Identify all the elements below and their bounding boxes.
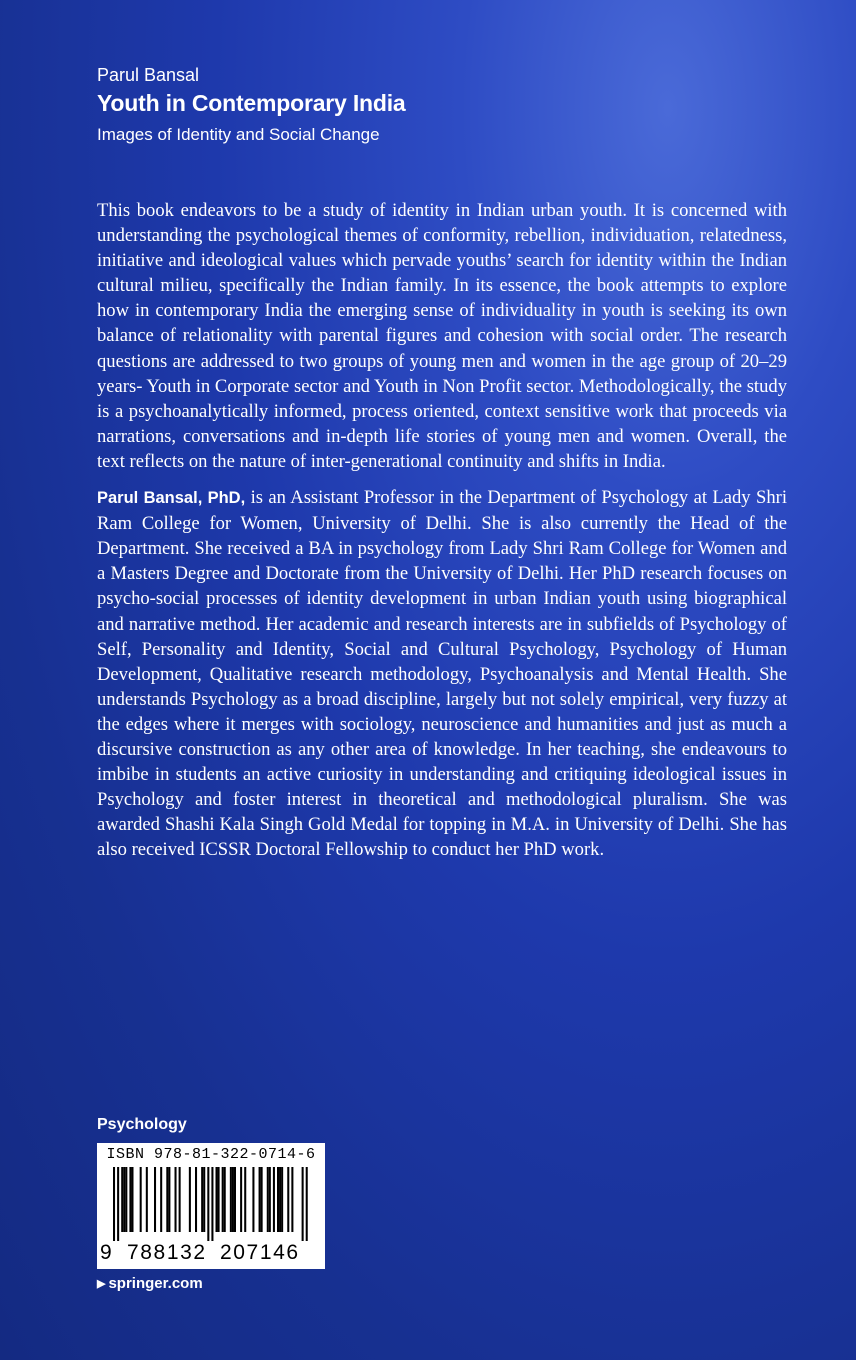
barcode-bar [279,1167,281,1232]
author-name: Parul Bansal [97,65,200,85]
barcode-bar [222,1167,224,1232]
triangle-right-icon: ▶ [97,1278,106,1290]
barcode-bar [277,1167,279,1232]
barcode-bar [189,1167,191,1232]
barcode-bar [291,1167,293,1232]
back-cover-text [97,198,787,862]
author-bio [97,485,787,862]
barcode-bar [224,1167,226,1232]
barcode-bar [117,1167,119,1241]
barcode-bar [234,1167,236,1232]
publisher-site: springer.com [108,1275,203,1292]
bio-text: is an Assistant Professor in the Department of Psychology at Lady Shri Ram College for Women, University of Delhi. She is also currently the Head of the Department. She received a BA in psychology from Lady Shri Ram College for Women and a Masters Degree and Doctorate from the University of Delhi. Her PhD research focuses on psycho-social processes of identity development in urban Indian youth using biographical and narrative method. Her academic and research interests are in subfields of Psychology of Self, Personality and Identity, Social and Cultural Psychology, Psychology of Human Development, Qualitative research methodology, Psychoanalysis and Mental Health. She understands Psychology as a broad discipline, largely but not solely empirical, very fuzzy at the edges where it merges with sociology, neuroscience and humanities and just as much a discursive construction as any other area of knowledge. In her teaching, she endeavours to imbibe in students an active curiosity in understanding and critiquing ideological issues in Psychology and foster interest in theoretical and methodological pluralism. She was awarded Shashi Kala Singh Gold Medal for topping in M.A. in University of Delhi. She has also received ICSSR Doctoral Fellowship to conduct her PhD work. [97,487,787,861]
barcode-bar [179,1167,181,1232]
barcode-bar [140,1167,142,1232]
barcode-bar [287,1167,289,1232]
barcode-bar [146,1167,148,1232]
barcode-bar [267,1167,269,1232]
barcode-bar [302,1167,304,1241]
cover-header [97,64,406,147]
book-subtitle: Images of Identity and Social Change [97,125,380,144]
barcode-bar [240,1167,242,1232]
publisher-link[interactable] [97,1275,203,1292]
isbn-label: ISBN 978-81-322-0714-6 [106,1146,316,1163]
bio-author-name: Parul Bansal, PhD, [97,489,246,508]
book-title: Youth in Contemporary India [97,90,406,116]
subject-category: Psychology [97,1116,187,1133]
book-description: This book endeavors to be a study of identity in Indian urban youth. It is concerned with understanding the psychological themes of conformity, rebellion, individuation, relatedness, initiative and ideological values which pervade youths’ search for identity within the Indian cultural milieu, specifically the Indian family. In its essence, the book attempts to explore how in contemporary India the emerging sense of individuality in youth is seeking its own balance of relationality with parental figures and cohesion with social order. The research questions are addressed to two groups of young men and women in the age group of 20–29 years- Youth in Corporate sector and Youth in Non Profit sector. Methodologically, the study is a psychoanalytically informed, process oriented, context sensitive work that proceeds via narrations, conversations and in-depth life stories of young men and women. Overall, the text reflects on the nature of inter-generational continuity and shifts in India. [97,200,787,472]
barcode-bar [154,1167,156,1232]
barcode-bar [123,1167,125,1232]
barcode-bar [230,1167,232,1232]
barcode-bar [216,1167,218,1232]
barcode-digit-group-1: 788132 [127,1241,207,1264]
barcode-bar [269,1167,271,1232]
barcode-bar [131,1167,133,1232]
barcode-bars [113,1167,309,1241]
barcode-bar [218,1167,220,1232]
barcode-digit-lead: 9 [100,1241,112,1264]
barcode-bar [195,1167,197,1232]
barcode-bar [113,1167,115,1241]
barcode-bar [121,1167,123,1232]
barcode-bar [203,1167,205,1232]
barcode-bar [259,1167,261,1232]
barcode-bar [273,1167,275,1232]
barcode-bar [281,1167,283,1232]
barcode-bar [160,1167,162,1232]
barcode-digit-group-2: 207146 [220,1241,300,1264]
barcode-bar [244,1167,246,1232]
barcode-bar [306,1167,308,1241]
barcode-bar [166,1167,168,1232]
barcode-bar [201,1167,203,1232]
barcode-bar [261,1167,263,1232]
barcode-bar [232,1167,234,1232]
barcode-bar [129,1167,131,1232]
barcode-bar [168,1167,170,1232]
barcode-bar [252,1167,254,1232]
barcode-bar [207,1167,209,1241]
barcode-bar [125,1167,127,1232]
barcode-bar [211,1167,213,1241]
barcode-bar [175,1167,177,1232]
isbn-barcode [97,1143,325,1269]
